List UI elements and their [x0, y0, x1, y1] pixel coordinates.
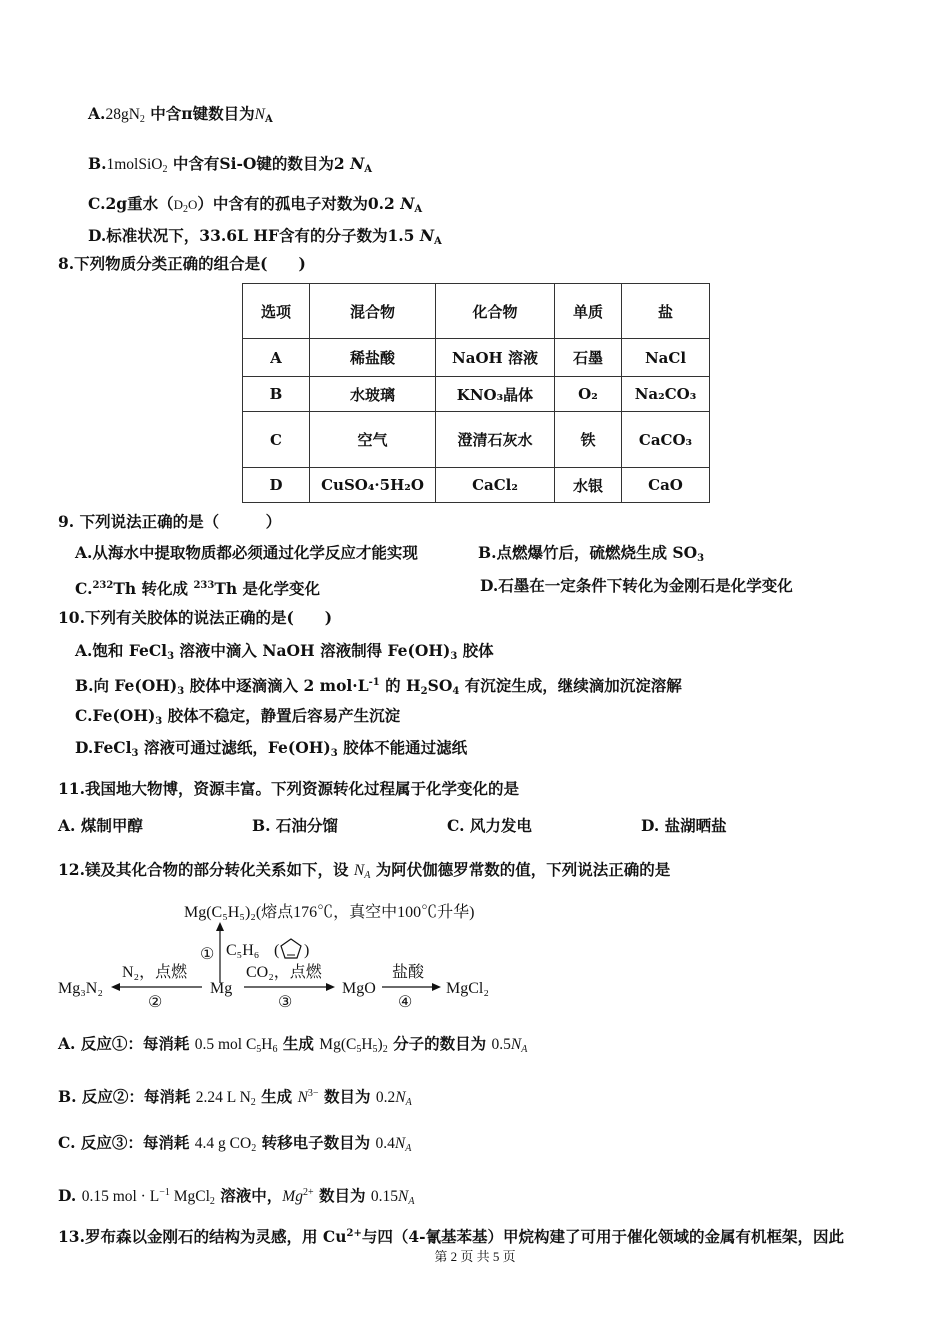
q7-option-c: C.2g重水$(D_2O)$中含有的孤电子对数为0.2 $N_A$: [88, 194, 423, 215]
q11-option-b: B. 石油分馏: [252, 816, 338, 835]
table-cell: NaCl: [622, 339, 710, 377]
q8-stem: 8.下列物质分类正确的组合是( ): [58, 254, 306, 273]
table-cell: Na₂CO₃: [622, 377, 710, 412]
q11-stem: 11.我国地大物博，资源丰富。下列资源转化过程属于化学变化的是: [58, 779, 519, 798]
q9-option-b: B.点燃爆竹后，硫燃烧生成 $SO_3$: [478, 543, 705, 564]
q10-stem: 10.下列有关胶体的说法正确的是( ): [58, 608, 333, 627]
q10-option-c: $C.Fe(OH)_3$ 胶体不稳定，静置后容易产生沉淀: [75, 706, 401, 727]
table-row: [243, 468, 710, 503]
scheme-step4-num: ④: [398, 994, 413, 1011]
table-header-cell: 选项: [243, 284, 310, 339]
table-header-row: [243, 284, 710, 339]
table-cell: C: [243, 412, 310, 468]
arrow-right-head-3: [326, 983, 335, 991]
table-cell: D: [243, 468, 310, 503]
q7-option-d: D.标准状况下，33.6L HF含有的分子数为1.5 $N_A$: [88, 226, 442, 247]
table-cell: 稀盐酸: [310, 339, 436, 377]
classification-table: [242, 283, 710, 503]
q12-option-c: C. 反应③：每消耗 4.4 g $CO_2$ 转移电子数目为 $0.4N_A$: [58, 1133, 412, 1154]
q11-option-a: A. 煤制甲醇: [58, 816, 143, 835]
scheme-step4-reagent: 盐酸: [392, 964, 425, 981]
q9-stem: 9. 下列说法正确的是（ ）: [58, 512, 282, 531]
table-cell: CaO: [622, 468, 710, 503]
table-header-cell: 单质: [555, 284, 622, 339]
reaction-scheme: [56, 895, 526, 1015]
scheme-step1-num: ①: [200, 946, 215, 963]
table-header-cell: 化合物: [436, 284, 555, 339]
cyclopentadiene-icon: [274, 939, 309, 959]
table-cell: 铁: [555, 412, 622, 468]
scheme-step2-reagent: N₂，点燃: [122, 964, 188, 981]
q12-option-a: A. 反应①：每消耗 0.5 mol $C_5H_6$ 生成 $Mg(C_5H_5)_2$ 分子的数目为 $0.5N_A$: [58, 1034, 528, 1055]
q11-option-d: D. 盐湖晒盐: [641, 816, 727, 835]
svg-text:): ): [304, 942, 310, 959]
scheme-top-compound: Mg(C₅H₅)₂(熔点176℃，真空中100℃升华): [184, 904, 475, 921]
table-cell: CaCO₃: [622, 412, 710, 468]
table-cell: 水银: [555, 468, 622, 503]
q12-stem: 12.镁及其化合物的部分转化关系如下，设 $N_A$ 为阿伏伽德罗常数的值，下列说法正确的是: [58, 860, 671, 881]
scheme-mgo: MgO: [342, 980, 376, 997]
q11-option-c: C. 风力发电: [447, 816, 532, 835]
scheme-step2-num: ②: [148, 994, 163, 1011]
table-cell: CaCl₂: [436, 468, 555, 503]
table-cell: 空气: [310, 412, 436, 468]
table-row: [243, 412, 710, 468]
arrow-left-head: [111, 983, 120, 991]
table-cell: B: [243, 377, 310, 412]
page-footer: 第 2 页 共 5 页: [434, 1249, 516, 1264]
q10-option-b: B.向 $Fe(OH)_3$ 胶体中逐滴滴入 2 $mol\cdot L^{-1}$ 的 $H_2SO_4$ 有沉淀生成，继续滴加沉淀溶解: [75, 676, 682, 697]
table-cell: KNO₃晶体: [436, 377, 555, 412]
table-header-cell: 盐: [622, 284, 710, 339]
q9-option-a: A.从海水中提取物质都必须通过化学反应才能实现: [75, 543, 418, 562]
q12-option-d: D. 0.15 mol · $L^{-1}$ MgCl$_2$ 溶液中，$Mg^{2+}$ 数目为 $0.15N_A$: [58, 1186, 415, 1207]
table-cell: CuSO₄·5H₂O: [310, 468, 436, 503]
scheme-step3-reagent: CO₂，点燃: [246, 964, 322, 981]
q7-option-a: $A.28gN_2$ 中含π键数目为$N_A$: [88, 104, 273, 125]
table-row: [243, 377, 710, 412]
q12-option-b: B. 反应②：每消耗 2.24 L $N_2$ 生成 $N^{3-}$ 数目为 $0.2N_A$: [58, 1087, 412, 1108]
scheme-step1-reagent: C₅H₆: [226, 942, 260, 959]
arrow-up-head: [216, 922, 224, 931]
q9-option-c: C.$^{232}$Th 转化成 $^{233}$Th 是化学变化: [75, 579, 321, 598]
table-cell: 石墨: [555, 339, 622, 377]
table-row: [243, 339, 710, 377]
q7-option-b: B.1molSiO$_2$ 中含有Si-O键的数目为2 $N_A$: [88, 154, 373, 175]
scheme-mg3n2: Mg₃N₂: [58, 980, 103, 997]
scheme-step3-num: ③: [278, 994, 293, 1011]
arrow-right-head-4: [432, 983, 441, 991]
table-cell: O₂: [555, 377, 622, 412]
table-header-cell: 混合物: [310, 284, 436, 339]
q13-stem: 13.罗布森以金刚石的结构为灵感，用 $Cu^{2+}$与四（4-氰基苯基）甲烷构建了可用于催化领域的金属有机框架，因此: [58, 1227, 845, 1246]
table-cell: 澄清石灰水: [436, 412, 555, 468]
q10-option-a: A.饱和 FeCl$_3$ 溶液中滴入 NaOH 溶液制得 $Fe(OH)_3$ 胶体: [75, 641, 494, 662]
table-cell: A: [243, 339, 310, 377]
q10-option-d: D.FeCl$_3$ 溶液可通过滤纸，$Fe(OH)_3$ 胶体不能通过滤纸: [75, 738, 468, 759]
table-cell: NaOH 溶液: [436, 339, 555, 377]
table-cell: 水玻璃: [310, 377, 436, 412]
q9-option-d: D.石墨在一定条件下转化为金刚石是化学变化: [480, 576, 793, 595]
svg-text:(: (: [274, 942, 280, 959]
scheme-mg: Mg: [210, 980, 233, 997]
scheme-mgcl2: MgCl₂: [446, 980, 489, 997]
